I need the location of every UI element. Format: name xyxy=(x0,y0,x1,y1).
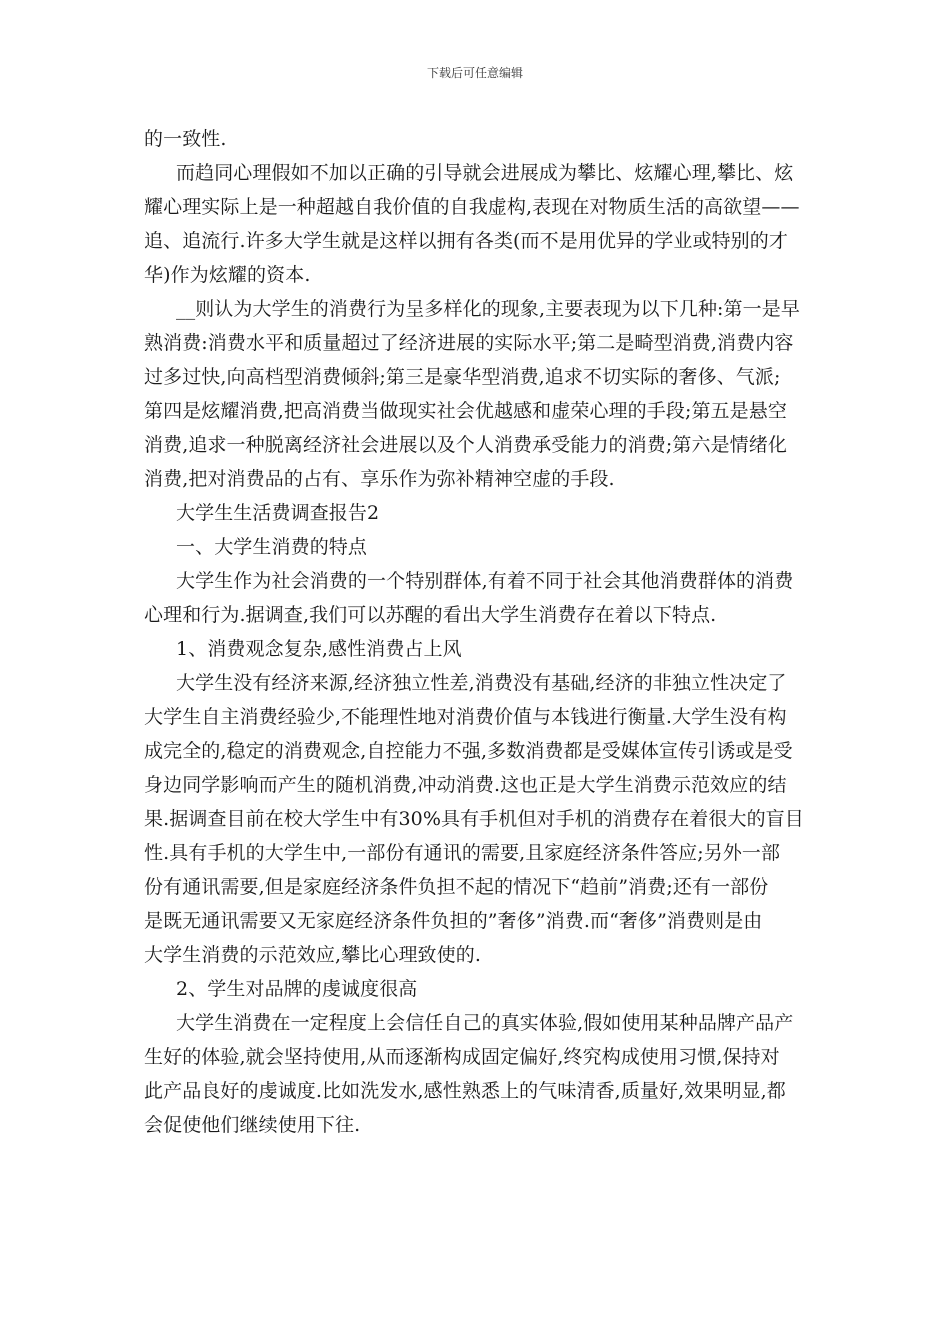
text-line: 大学生生活费调查报告2 xyxy=(176,502,380,524)
document-body xyxy=(144,122,808,1142)
text-line: 第四是炫耀消费,把高消费当做现实社会优越感和虚荣心理的手段;第五是悬空 xyxy=(144,400,787,422)
text-line: 会促使他们继续使用下往. xyxy=(144,1114,361,1136)
text-line: 耀心理实际上是一种超越自我价值的自我虚构,表现在对物质生活的高欲望—— xyxy=(144,196,800,218)
text-line: 果.据调查目前在校大学生中有30%具有手机但对手机的消费存在着很大的盲目 xyxy=(144,808,804,830)
text-line: __则认为大学生的消费行为呈多样化的现象,主要表现为以下几种:第一是早 xyxy=(176,298,800,320)
text-line: 的一致性. xyxy=(144,128,227,150)
text-line: 大学生自主消费经验少,不能理性地对消费价值与本钱进行衡量.大学生没有构 xyxy=(144,706,787,728)
text-line: 1、消费观念复杂,感性消费占上风 xyxy=(176,638,462,660)
text-line: 消费,追求一种脱离经济社会进展以及个人消费承受能力的消费;第六是情绪化 xyxy=(144,434,787,456)
text-line: 成完全的,稳定的消费观念,自控能力不强,多数消费都是受媒体宣传引诱或是受 xyxy=(144,740,793,762)
text-line: 是既无通讯需要又无家庭经济条件负担的”奢侈”消费.而“奢侈”消费则是由 xyxy=(144,910,763,932)
text-line: 此产品良好的虔诚度.比如洗发水,感性熟悉上的气味清香,质量好,效果明显,都 xyxy=(144,1080,786,1102)
text-line: 大学生没有经济来源,经济独立性差,消费没有基础,经济的非独立性决定了 xyxy=(176,672,787,694)
page-header: 下载后可任意编辑 xyxy=(426,66,523,80)
text-line: 消费,把对消费品的占有、享乐作为弥补精神空虚的手段. xyxy=(144,468,615,490)
text-line: 华)作为炫耀的资本. xyxy=(144,264,311,286)
text-line: 大学生消费的示范效应,攀比心理致使的. xyxy=(144,944,481,966)
text-line: 过多过快,向高档型消费倾斜;第三是豪华型消费,追求不切实际的奢侈、气派; xyxy=(144,366,781,388)
text-line: 大学生消费在一定程度上会信任自己的真实体验,假如使用某种品牌产品产 xyxy=(176,1012,794,1034)
text-line: 大学生作为社会消费的一个特别群体,有着不同于社会其他消费群体的消费 xyxy=(176,570,794,592)
text-line: 生好的体验,就会坚持使用,从而逐渐构成固定偏好,终究构成使用习惯,保持对 xyxy=(144,1046,780,1068)
text-line: 一、大学生消费的特点 xyxy=(176,536,368,558)
text-line: 追、追流行.许多大学生就是这样以拥有各类(而不是用优异的学业或特别的才 xyxy=(144,230,788,252)
text-line: 2、学生对品牌的虔诚度很高 xyxy=(176,978,418,1000)
text-line: 性.具有手机的大学生中,一部份有通讯的需要,且家庭经济条件答应;另外一部 xyxy=(144,842,781,864)
text-line: 心理和行为.据调查,我们可以苏醒的看出大学生消费存在着以下特点. xyxy=(144,604,717,626)
text-line: 熟消费:消费水平和质量超过了经济进展的实际水平;第二是畸型消费,消费内容 xyxy=(144,332,794,354)
text-line: 身边同学影响而产生的随机消费,冲动消费.这也正是大学生消费示范效应的结 xyxy=(144,774,787,796)
text-line: 份有通讯需要,但是家庭经济条件负担不起的情况下“趋前”消费;还有一部份 xyxy=(144,876,769,898)
text-line: 而趋同心理假如不加以正确的引导就会进展成为攀比、炫耀心理,攀比、炫 xyxy=(176,162,794,184)
